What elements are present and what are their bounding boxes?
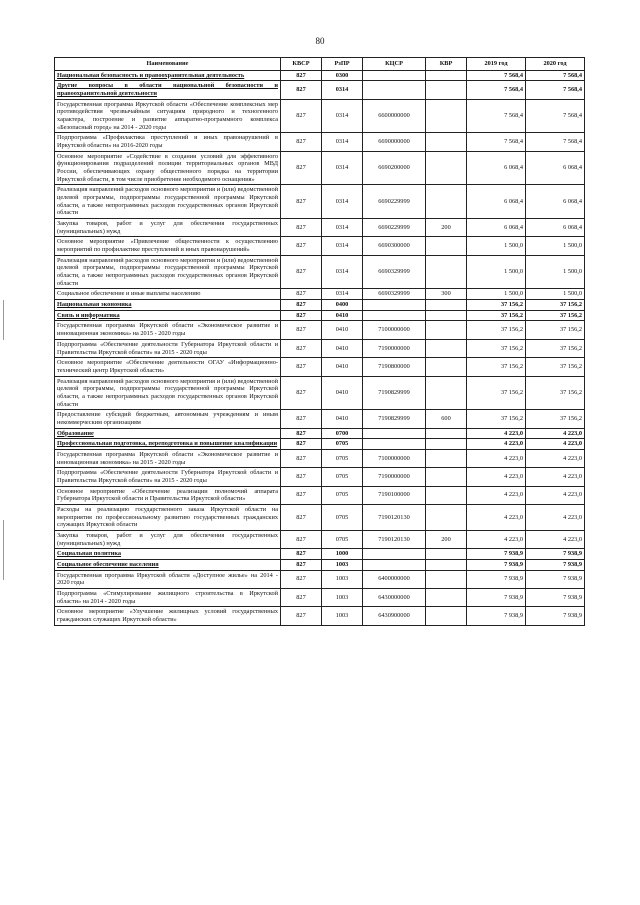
- cell-rzpr: 1003: [322, 607, 363, 625]
- table-row: [55, 410, 585, 428]
- header-2019: 2019 год: [467, 58, 526, 71]
- cell-name: Профессиональная подготовка, переподготовка и повышение квалификации: [55, 439, 281, 450]
- cell-kvsr: 827: [281, 504, 322, 530]
- cell-y2020: 37 156,2: [526, 321, 585, 339]
- cell-rzpr: 0410: [322, 339, 363, 357]
- scan-edge-mark: [3, 520, 4, 580]
- table-header-row: [55, 58, 585, 71]
- cell-rzpr: 0705: [322, 504, 363, 530]
- cell-y2020: 7 568,4: [526, 81, 585, 99]
- cell-rzpr: 0314: [322, 81, 363, 99]
- cell-kcsr: 6690200000: [363, 151, 426, 185]
- cell-kvr: [426, 310, 467, 321]
- table-row: [55, 339, 585, 357]
- cell-name: Реализация направлений расходов основного мероприятия и (или) ведомственной целевой программы, подпрограммы государственной программы Иркутской области, а также непрограммных расходов государственных органов Иркутской области: [55, 376, 281, 410]
- cell-y2020: 7 938,9: [526, 570, 585, 588]
- cell-kvsr: 827: [281, 486, 322, 504]
- cell-kvr: [426, 99, 467, 133]
- cell-name: Государственная программа Иркутской области «Обеспечение комплексных мер противодействия чрезвычайным ситуациям природного и техногенного характера, построение и развитие аппаратно-программного комплекса «Безопасный город» на 2014 - 2020 годы: [55, 99, 281, 133]
- cell-y2020: 7 938,9: [526, 607, 585, 625]
- cell-y2020: 7 938,9: [526, 559, 585, 570]
- cell-rzpr: 1003: [322, 570, 363, 588]
- cell-y2020: 37 156,2: [526, 300, 585, 311]
- cell-kvsr: 827: [281, 468, 322, 486]
- table-row: [55, 81, 585, 99]
- cell-kvsr: 827: [281, 570, 322, 588]
- table-row: [55, 559, 585, 570]
- table-row: [55, 588, 585, 606]
- cell-y2020: 37 156,2: [526, 310, 585, 321]
- cell-kcsr: [363, 81, 426, 99]
- cell-kvr: [426, 237, 467, 255]
- cell-y2020: 4 223,0: [526, 428, 585, 439]
- cell-y2019: 37 156,2: [467, 339, 526, 357]
- cell-kvsr: 827: [281, 300, 322, 311]
- cell-name: Подпрограмма «Стимулирование жилищного строительства в Иркутской области» на 2014 - 2020 годы: [55, 588, 281, 606]
- cell-name: Основное мероприятие «Содействие в создании условий для эффективного функционирования подразделений полиции территориальных органов МВД России, обеспечивающих охрану общественного порядка на территории Иркутской области, в том числе приобретение необходимого оснащения»: [55, 151, 281, 185]
- cell-rzpr: 0410: [322, 310, 363, 321]
- table-row: [55, 468, 585, 486]
- table-row: [55, 99, 585, 133]
- cell-rzpr: 0410: [322, 321, 363, 339]
- cell-rzpr: 0705: [322, 468, 363, 486]
- cell-kvr: [426, 588, 467, 606]
- cell-kvsr: 827: [281, 151, 322, 185]
- cell-name: Основное мероприятие «Привлечение общественности к осуществлению мероприятий по профилактике преступлений и иных правонарушений»: [55, 237, 281, 255]
- cell-y2020: 37 156,2: [526, 339, 585, 357]
- cell-y2019: 6 068,4: [467, 151, 526, 185]
- cell-kcsr: 6430900000: [363, 607, 426, 625]
- cell-kvr: [426, 339, 467, 357]
- cell-kcsr: 7100000000: [363, 449, 426, 467]
- table-row: [55, 133, 585, 151]
- cell-name: Национальная безопасность и правоохранительная деятельность: [55, 70, 281, 81]
- cell-kvsr: 827: [281, 310, 322, 321]
- cell-y2020: 1 500,0: [526, 237, 585, 255]
- cell-name: Основное мероприятие «Обеспечение деятельности ОГАУ «Информационно-технический центр Иркутской области»: [55, 358, 281, 376]
- cell-kvr: 200: [426, 530, 467, 548]
- cell-y2020: 37 156,2: [526, 358, 585, 376]
- cell-name: Государственная программа Иркутской области «Экономическое развитие и инновационная экономика» на 2015 - 2020 годы: [55, 449, 281, 467]
- cell-name: Закупка товаров, работ и услуг для обеспечения государственных (муниципальных) нужд: [55, 219, 281, 237]
- cell-kvsr: 827: [281, 185, 322, 219]
- cell-kcsr: 6690329999: [363, 289, 426, 300]
- header-name: Наименование: [55, 58, 281, 71]
- cell-kvsr: 827: [281, 81, 322, 99]
- table-row: [55, 439, 585, 450]
- cell-kvr: 300: [426, 289, 467, 300]
- cell-y2020: 4 223,0: [526, 439, 585, 450]
- cell-name: Подпрограмма «Обеспечение деятельности Губернатора Иркутской области и Правительства Иркутской области» на 2015 - 2020 годы: [55, 339, 281, 357]
- cell-kvsr: 827: [281, 133, 322, 151]
- cell-y2020: 6 068,4: [526, 151, 585, 185]
- cell-y2020: 4 223,0: [526, 504, 585, 530]
- cell-kcsr: [363, 70, 426, 81]
- cell-name: Подпрограмма «Профилактика преступлений и иных правонарушений в Иркутской области» на 2016-2020 годы: [55, 133, 281, 151]
- cell-y2019: 1 500,0: [467, 289, 526, 300]
- cell-kvr: [426, 376, 467, 410]
- cell-kcsr: [363, 428, 426, 439]
- cell-rzpr: 0314: [322, 237, 363, 255]
- cell-kvsr: 827: [281, 289, 322, 300]
- cell-y2019: 7 568,4: [467, 70, 526, 81]
- table-row: [55, 549, 585, 560]
- header-2020: 2020 год: [526, 58, 585, 71]
- cell-rzpr: 1003: [322, 559, 363, 570]
- cell-y2019: 7 568,4: [467, 99, 526, 133]
- cell-y2020: 7 938,9: [526, 588, 585, 606]
- cell-name: Социальная политика: [55, 549, 281, 560]
- header-kvsr: КВСР: [281, 58, 322, 71]
- budget-table: [54, 57, 585, 626]
- cell-kcsr: 6690300000: [363, 237, 426, 255]
- cell-kcsr: 6400000000: [363, 570, 426, 588]
- cell-rzpr: 0705: [322, 530, 363, 548]
- cell-rzpr: 0400: [322, 300, 363, 311]
- cell-kcsr: 7190000000: [363, 468, 426, 486]
- table-row: [55, 185, 585, 219]
- cell-name: Национальная экономика: [55, 300, 281, 311]
- cell-kvr: [426, 449, 467, 467]
- cell-y2019: 4 223,0: [467, 428, 526, 439]
- cell-name: Другие вопросы в области национальной безопасности и правоохранительной деятельности: [55, 81, 281, 99]
- cell-kvsr: 827: [281, 410, 322, 428]
- cell-kcsr: 7190829999: [363, 376, 426, 410]
- cell-name: Образование: [55, 428, 281, 439]
- cell-kvsr: 827: [281, 559, 322, 570]
- table-row: [55, 449, 585, 467]
- table-row: [55, 376, 585, 410]
- cell-kvr: [426, 439, 467, 450]
- cell-name: Основное мероприятие «Обеспечение реализации полномочий аппарата Губернатора Иркутской области и Правительства Иркутской области»: [55, 486, 281, 504]
- cell-y2019: 4 223,0: [467, 468, 526, 486]
- cell-y2019: 7 938,9: [467, 588, 526, 606]
- cell-rzpr: 0705: [322, 486, 363, 504]
- cell-rzpr: 0314: [322, 99, 363, 133]
- cell-rzpr: 0410: [322, 410, 363, 428]
- cell-kvsr: 827: [281, 219, 322, 237]
- page-number: 80: [315, 36, 325, 46]
- cell-kvr: [426, 358, 467, 376]
- cell-rzpr: 0314: [322, 219, 363, 237]
- cell-y2019: 37 156,2: [467, 300, 526, 311]
- cell-kvr: [426, 468, 467, 486]
- table-row: [55, 219, 585, 237]
- cell-y2020: 37 156,2: [526, 410, 585, 428]
- cell-kvsr: 827: [281, 358, 322, 376]
- cell-kcsr: 7100000000: [363, 321, 426, 339]
- cell-name: Социальное обеспечение и иные выплаты населению: [55, 289, 281, 300]
- cell-kcsr: 6690229999: [363, 185, 426, 219]
- cell-y2020: 4 223,0: [526, 468, 585, 486]
- cell-y2020: 6 068,4: [526, 219, 585, 237]
- cell-kvr: [426, 151, 467, 185]
- cell-y2019: 4 223,0: [467, 439, 526, 450]
- cell-kvr: [426, 549, 467, 560]
- cell-y2020: 4 223,0: [526, 486, 585, 504]
- cell-y2020: 6 068,4: [526, 185, 585, 219]
- cell-name: Государственная программа Иркутской области «Экономическое развитие и инновационная экономика» на 2015 - 2020 годы: [55, 321, 281, 339]
- cell-name: Реализация направлений расходов основного мероприятия и (или) ведомственной целевой программы, подпрограммы государственной программы Иркутской области, а также непрограммных расходов государственных органов Иркутской области: [55, 255, 281, 289]
- cell-rzpr: 0410: [322, 376, 363, 410]
- cell-name: Государственная программа Иркутской области «Доступное жилье» на 2014 - 2020 годы: [55, 570, 281, 588]
- cell-rzpr: 0314: [322, 255, 363, 289]
- cell-kvr: [426, 428, 467, 439]
- cell-kcsr: [363, 310, 426, 321]
- cell-y2019: 37 156,2: [467, 410, 526, 428]
- cell-name: Закупка товаров, работ и услуг для обеспечения государственных (муниципальных) нужд: [55, 530, 281, 548]
- cell-y2020: 7 568,4: [526, 133, 585, 151]
- table-row: [55, 70, 585, 81]
- cell-y2019: 4 223,0: [467, 486, 526, 504]
- cell-kcsr: 7190829999: [363, 410, 426, 428]
- table-row: [55, 300, 585, 311]
- table-body: [55, 70, 585, 625]
- table-row: [55, 289, 585, 300]
- cell-rzpr: 0314: [322, 151, 363, 185]
- cell-y2019: 1 500,0: [467, 237, 526, 255]
- cell-kcsr: 7190000000: [363, 339, 426, 357]
- cell-rzpr: 0314: [322, 289, 363, 300]
- cell-kvr: [426, 300, 467, 311]
- cell-name: Предоставление субсидий бюджетным, автономным учреждениям и иным некоммерческим организациям: [55, 410, 281, 428]
- cell-y2019: 37 156,2: [467, 376, 526, 410]
- cell-kvr: [426, 70, 467, 81]
- cell-kvsr: 827: [281, 439, 322, 450]
- cell-kvsr: 827: [281, 339, 322, 357]
- cell-name: Основное мероприятие «Улучшение жилищных условий государственных гражданских служащих Иркутской области»: [55, 607, 281, 625]
- cell-y2019: 37 156,2: [467, 310, 526, 321]
- cell-kvsr: 827: [281, 255, 322, 289]
- cell-y2020: 1 500,0: [526, 255, 585, 289]
- cell-y2020: 37 156,2: [526, 376, 585, 410]
- cell-y2019: 7 938,9: [467, 607, 526, 625]
- cell-y2020: 7 938,9: [526, 549, 585, 560]
- cell-kcsr: [363, 439, 426, 450]
- cell-y2020: 7 568,4: [526, 99, 585, 133]
- cell-y2019: 4 223,0: [467, 449, 526, 467]
- cell-kvsr: 827: [281, 237, 322, 255]
- cell-y2020: 4 223,0: [526, 449, 585, 467]
- table-row: [55, 607, 585, 625]
- cell-y2019: 37 156,2: [467, 358, 526, 376]
- cell-y2019: 7 938,9: [467, 549, 526, 560]
- header-kcsr: КЦСР: [363, 58, 426, 71]
- cell-y2019: 4 223,0: [467, 530, 526, 548]
- cell-kvr: 200: [426, 219, 467, 237]
- scan-edge-mark: [3, 300, 4, 340]
- cell-y2019: 7 938,9: [467, 559, 526, 570]
- cell-rzpr: 1000: [322, 549, 363, 560]
- cell-rzpr: 0705: [322, 449, 363, 467]
- table-row: [55, 428, 585, 439]
- cell-kcsr: 7190120130: [363, 504, 426, 530]
- cell-y2019: 7 568,4: [467, 133, 526, 151]
- cell-kvr: 600: [426, 410, 467, 428]
- table-row: [55, 570, 585, 588]
- cell-name: Подпрограмма «Обеспечение деятельности Губернатора Иркутской области и Правительства Иркутской области» на 2015 - 2020 годы: [55, 468, 281, 486]
- cell-rzpr: 0314: [322, 185, 363, 219]
- cell-kcsr: 7190100000: [363, 486, 426, 504]
- cell-name: Реализация направлений расходов основного мероприятия и (или) ведомственной целевой программы, подпрограммы государственной программы Иркутской области, а также непрограммных расходов государственных органов Иркутской области: [55, 185, 281, 219]
- cell-y2019: 4 223,0: [467, 504, 526, 530]
- table-row: [55, 310, 585, 321]
- table-row: [55, 504, 585, 530]
- cell-y2020: 4 223,0: [526, 530, 585, 548]
- cell-kvsr: 827: [281, 428, 322, 439]
- cell-kcsr: 7190120130: [363, 530, 426, 548]
- cell-kvsr: 827: [281, 99, 322, 133]
- cell-kvsr: 827: [281, 70, 322, 81]
- cell-kvsr: 827: [281, 530, 322, 548]
- cell-kcsr: [363, 300, 426, 311]
- cell-kvr: [426, 607, 467, 625]
- cell-rzpr: 0705: [322, 439, 363, 450]
- cell-kcsr: [363, 559, 426, 570]
- cell-kcsr: 6430000000: [363, 588, 426, 606]
- table-row: [55, 255, 585, 289]
- cell-kvr: [426, 486, 467, 504]
- table-row: [55, 358, 585, 376]
- cell-kcsr: 7190800000: [363, 358, 426, 376]
- cell-kvr: [426, 255, 467, 289]
- cell-rzpr: 0410: [322, 358, 363, 376]
- cell-y2019: 37 156,2: [467, 321, 526, 339]
- table-row: [55, 237, 585, 255]
- cell-kvr: [426, 185, 467, 219]
- cell-kvr: [426, 81, 467, 99]
- cell-kcsr: 6600000000: [363, 99, 426, 133]
- cell-kvr: [426, 570, 467, 588]
- cell-rzpr: 0300: [322, 70, 363, 81]
- cell-y2019: 1 500,0: [467, 255, 526, 289]
- cell-rzpr: 0314: [322, 133, 363, 151]
- cell-y2019: 6 068,4: [467, 185, 526, 219]
- cell-kcsr: 6690329999: [363, 255, 426, 289]
- cell-kvsr: 827: [281, 607, 322, 625]
- table-row: [55, 321, 585, 339]
- cell-kvsr: 827: [281, 549, 322, 560]
- header-rzpr: РзПР: [322, 58, 363, 71]
- table-row: [55, 486, 585, 504]
- cell-kvsr: 827: [281, 588, 322, 606]
- table-row: [55, 530, 585, 548]
- cell-kvsr: 827: [281, 321, 322, 339]
- cell-y2020: 7 568,4: [526, 70, 585, 81]
- cell-y2020: 1 500,0: [526, 289, 585, 300]
- cell-kvr: [426, 133, 467, 151]
- cell-y2019: 7 938,9: [467, 570, 526, 588]
- header-kvr: КВР: [426, 58, 467, 71]
- cell-rzpr: 1003: [322, 588, 363, 606]
- cell-name: Расходы на реализацию государственного заказа Иркутской области на мероприятия по профессиональному развитию государственных гражданских служащих Иркутской области: [55, 504, 281, 530]
- cell-kvr: [426, 504, 467, 530]
- cell-y2019: 6 068,4: [467, 219, 526, 237]
- cell-name: Связь и информатика: [55, 310, 281, 321]
- cell-y2019: 7 568,4: [467, 81, 526, 99]
- cell-rzpr: 0700: [322, 428, 363, 439]
- cell-kcsr: [363, 549, 426, 560]
- cell-kcsr: 6690229999: [363, 219, 426, 237]
- cell-kvsr: 827: [281, 449, 322, 467]
- cell-kcsr: 6690000000: [363, 133, 426, 151]
- cell-kvr: [426, 559, 467, 570]
- table-row: [55, 151, 585, 185]
- cell-kvsr: 827: [281, 376, 322, 410]
- cell-name: Социальное обеспечение населения: [55, 559, 281, 570]
- cell-kvr: [426, 321, 467, 339]
